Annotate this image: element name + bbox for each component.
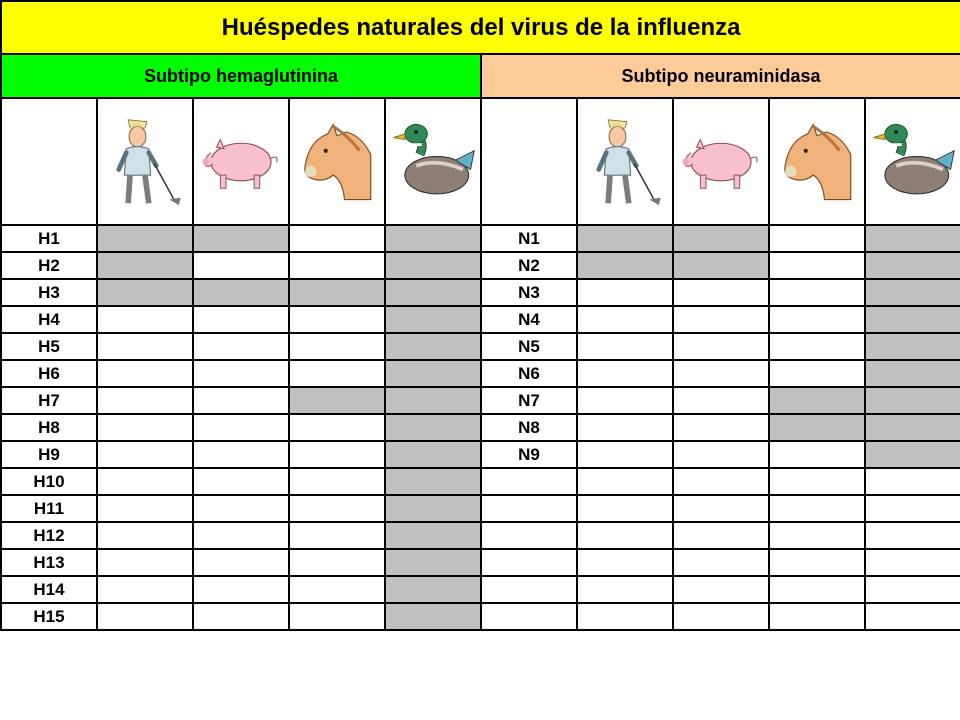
human-farmer-icon [100, 107, 190, 217]
h-host-cell [385, 495, 481, 522]
table-row [1, 522, 960, 549]
h-host-cell [289, 252, 385, 279]
n-host-cell [865, 360, 960, 387]
h-subtype-label: H12 [1, 522, 97, 549]
h-host-cell [193, 360, 289, 387]
h-subtype-label: H13 [1, 549, 97, 576]
n-host-cell [769, 306, 865, 333]
h-host-cell [97, 333, 193, 360]
n-subtype-label [481, 576, 577, 603]
h-host-cell [97, 576, 193, 603]
table-row [1, 495, 960, 522]
n-host-cell [769, 360, 865, 387]
n-host-cell [865, 414, 960, 441]
hemagglutinin-header: Subtipo hemaglutinina [1, 54, 481, 98]
n-host-cell [577, 333, 673, 360]
table-row [1, 225, 960, 252]
n-subtype-label [481, 468, 577, 495]
n-host-cell [769, 495, 865, 522]
n-host-cell [673, 360, 769, 387]
n-host-cell [769, 603, 865, 630]
h-host-cell [193, 468, 289, 495]
h-host-cell [289, 468, 385, 495]
h-host-cell [193, 495, 289, 522]
pig-icon [196, 107, 286, 217]
h-host-cell [289, 333, 385, 360]
h-host-human [97, 98, 193, 225]
h-host-cell [289, 360, 385, 387]
n-host-cell [769, 522, 865, 549]
n-host-cell [577, 414, 673, 441]
h-host-cell [97, 306, 193, 333]
h-host-cell [385, 441, 481, 468]
n-host-cell [865, 306, 960, 333]
h-host-cell [289, 441, 385, 468]
n-host-cell [865, 279, 960, 306]
h-host-cell [289, 387, 385, 414]
h-host-cell [97, 468, 193, 495]
h-host-cell [289, 522, 385, 549]
n-host-cell [673, 603, 769, 630]
h-subtype-label: H14 [1, 576, 97, 603]
n-host-pig [673, 98, 769, 225]
n-host-cell [577, 522, 673, 549]
n-host-cell [577, 576, 673, 603]
n-host-cell [673, 522, 769, 549]
h-host-cell [97, 603, 193, 630]
n-host-cell [577, 603, 673, 630]
n-host-cell [769, 387, 865, 414]
table-row [1, 549, 960, 576]
h-subtype-label: H7 [1, 387, 97, 414]
n-host-cell [865, 468, 960, 495]
h-subtype-label: H11 [1, 495, 97, 522]
h-host-cell [385, 387, 481, 414]
n-host-cell [673, 225, 769, 252]
h-host-cell [289, 414, 385, 441]
h-host-cell [97, 225, 193, 252]
h-host-cell [385, 603, 481, 630]
h-host-cell [97, 441, 193, 468]
table-row [1, 360, 960, 387]
n-host-cell [673, 441, 769, 468]
h-subtype-label: H15 [1, 603, 97, 630]
n-host-cell [673, 549, 769, 576]
table-row [1, 576, 960, 603]
n-host-cell [577, 252, 673, 279]
h-subtype-label: H1 [1, 225, 97, 252]
n-subtype-label: N6 [481, 360, 577, 387]
h-host-cell [385, 522, 481, 549]
n-host-cell [769, 333, 865, 360]
h-host-cell [97, 279, 193, 306]
host-icon-row [1, 98, 960, 225]
h-host-cell [193, 441, 289, 468]
n-host-cell [577, 441, 673, 468]
n-host-cell [769, 252, 865, 279]
h-host-cell [193, 279, 289, 306]
h-host-cell [193, 603, 289, 630]
n-host-cell [865, 576, 960, 603]
h-host-cell [385, 360, 481, 387]
h-host-cell [193, 576, 289, 603]
n-host-cell [673, 252, 769, 279]
n-host-cell [577, 360, 673, 387]
h-host-cell [97, 522, 193, 549]
n-host-cell [673, 468, 769, 495]
n-host-cell [673, 279, 769, 306]
h-host-cell [385, 306, 481, 333]
n-subtype-label: N8 [481, 414, 577, 441]
n-subtype-label [481, 603, 577, 630]
h-host-cell [97, 252, 193, 279]
n-subtype-label [481, 522, 577, 549]
h-host-cell [385, 414, 481, 441]
n-host-cell [769, 576, 865, 603]
n-subtype-label: N3 [481, 279, 577, 306]
h-subtype-label: H9 [1, 441, 97, 468]
table-row [1, 306, 960, 333]
n-host-cell [769, 549, 865, 576]
n-host-cell [865, 387, 960, 414]
n-host-cell [769, 414, 865, 441]
h-host-cell [289, 549, 385, 576]
corner-cell-h [1, 98, 97, 225]
n-host-horse [769, 98, 865, 225]
table-row [1, 441, 960, 468]
n-host-cell [673, 333, 769, 360]
n-subtype-label: N1 [481, 225, 577, 252]
n-host-cell [769, 441, 865, 468]
n-subtype-label [481, 495, 577, 522]
n-host-cell [673, 306, 769, 333]
n-host-cell [673, 414, 769, 441]
n-host-cell [865, 252, 960, 279]
h-host-cell [97, 495, 193, 522]
h-host-cell [385, 549, 481, 576]
neuraminidase-header: Subtipo neuraminidasa [481, 54, 960, 98]
h-host-cell [193, 522, 289, 549]
n-host-cell [769, 468, 865, 495]
n-host-cell [769, 225, 865, 252]
h-host-cell [193, 414, 289, 441]
n-host-human [577, 98, 673, 225]
h-subtype-label: H10 [1, 468, 97, 495]
table-row [1, 414, 960, 441]
n-host-cell [865, 441, 960, 468]
h-host-cell [289, 495, 385, 522]
h-subtype-label: H6 [1, 360, 97, 387]
n-host-cell [577, 387, 673, 414]
human-farmer-icon [580, 107, 670, 217]
n-host-cell [673, 495, 769, 522]
h-host-cell [193, 306, 289, 333]
n-host-cell [865, 603, 960, 630]
n-host-cell [577, 225, 673, 252]
n-host-cell [673, 576, 769, 603]
n-host-cell [577, 495, 673, 522]
h-host-horse [289, 98, 385, 225]
horse-icon [292, 107, 382, 217]
n-host-cell [865, 549, 960, 576]
n-host-cell [865, 495, 960, 522]
n-subtype-label: N9 [481, 441, 577, 468]
pig-icon [676, 107, 766, 217]
n-host-cell [577, 549, 673, 576]
n-subtype-label: N2 [481, 252, 577, 279]
table-row [1, 252, 960, 279]
n-host-cell [673, 387, 769, 414]
table-row [1, 603, 960, 630]
h-subtype-label: H5 [1, 333, 97, 360]
n-host-cell [577, 306, 673, 333]
n-subtype-label: N7 [481, 387, 577, 414]
n-host-cell [865, 225, 960, 252]
n-host-cell [769, 279, 865, 306]
h-host-cell [289, 576, 385, 603]
h-host-cell [385, 252, 481, 279]
h-subtype-label: H8 [1, 414, 97, 441]
n-host-cell [865, 522, 960, 549]
h-host-pig [193, 98, 289, 225]
table-row [1, 333, 960, 360]
corner-cell-n [481, 98, 577, 225]
h-host-cell [97, 387, 193, 414]
h-host-cell [385, 333, 481, 360]
h-host-cell [193, 333, 289, 360]
h-subtype-label: H4 [1, 306, 97, 333]
h-host-cell [193, 387, 289, 414]
h-host-cell [289, 603, 385, 630]
h-host-cell [289, 225, 385, 252]
n-subtype-label: N5 [481, 333, 577, 360]
table-row [1, 279, 960, 306]
h-host-cell [97, 360, 193, 387]
n-subtype-label [481, 549, 577, 576]
h-host-cell [385, 279, 481, 306]
h-host-cell [385, 468, 481, 495]
n-subtype-label: N4 [481, 306, 577, 333]
h-host-cell [385, 576, 481, 603]
table-row [1, 468, 960, 495]
duck-icon [868, 107, 958, 217]
table-row [1, 387, 960, 414]
horse-icon [772, 107, 862, 217]
h-host-cell [97, 549, 193, 576]
duck-icon [388, 107, 478, 217]
h-host-duck [385, 98, 481, 225]
h-host-cell [193, 252, 289, 279]
h-host-cell [385, 225, 481, 252]
h-host-cell [193, 225, 289, 252]
page-title: Huéspedes naturales del virus de la influenza [1, 1, 960, 54]
h-host-cell [97, 414, 193, 441]
h-host-cell [193, 549, 289, 576]
h-subtype-label: H3 [1, 279, 97, 306]
h-subtype-label: H2 [1, 252, 97, 279]
n-host-cell [577, 468, 673, 495]
n-host-cell [865, 333, 960, 360]
h-host-cell [289, 279, 385, 306]
h-host-cell [289, 306, 385, 333]
n-host-duck [865, 98, 960, 225]
n-host-cell [577, 279, 673, 306]
